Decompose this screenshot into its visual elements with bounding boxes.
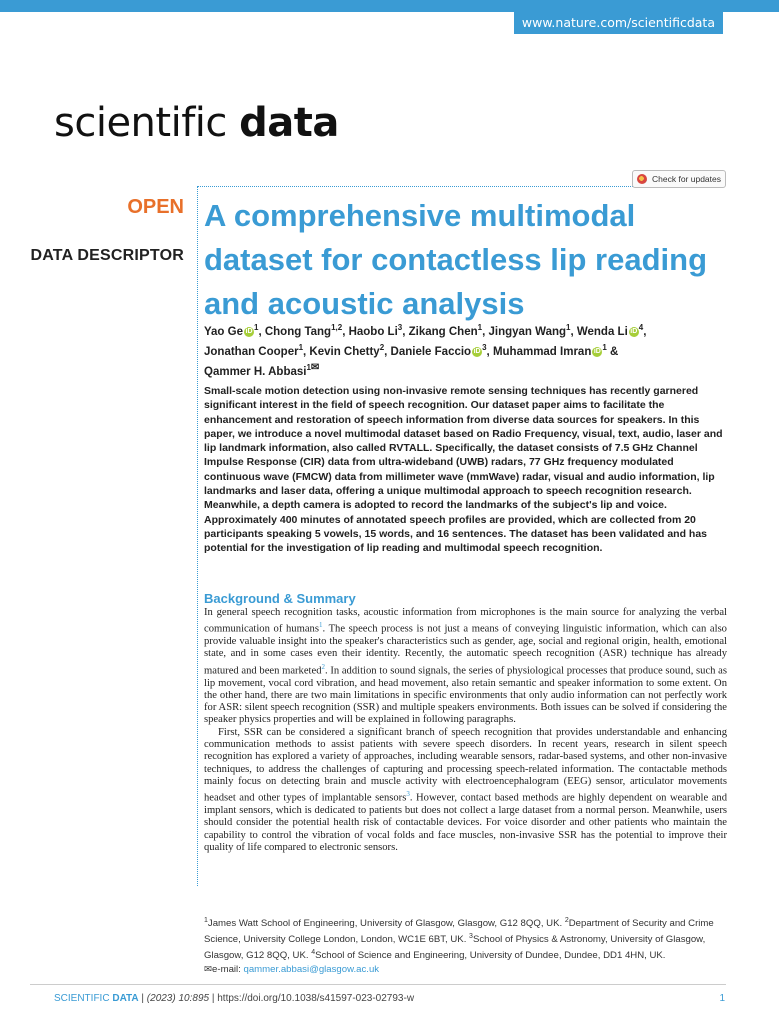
top-color-bar (0, 0, 779, 12)
affiliation-ref: 1 (477, 323, 483, 332)
affiliation-ref: 3 (482, 342, 487, 352)
open-access-badge: OPEN (127, 196, 184, 218)
abstract: Small-scale motion detection using non-invasive remote sensing techniques has recently garnered significant interest in the field of speech recognition. Our dataset paper aims to facilitate the enhancement and restoration of speech information from diverse data sources for speakers. In this paper, we introduce a novel multimodal dataset based on Radio Frequency, visual, text, audio, laser and lip landmark information, also called RVTALL. Specifically, the dataset consists of 7.5 GHz Channel Impulse Response (CIR) data from ultra-wideband (UWB) radars, 77 GHz frequency modulated continuous wave (FMCW) data from millimeter wave (mmWave) radar, visual and audio information, lip landmarks and laser data, offering a unique multimodal approach to speech recognition research. Meanwhile, a depth camera is adopted to record the landmarks of the subject's lip and voice. Approximately 400 minutes of annotated speech profiles are provided, which are collected from 20 participants speaking 5 vowels, 15 words, and 16 sentences. The dataset has been validated and has potential for the investigation of lip reading and multimodal speech recognition. (204, 385, 723, 555)
affiliations: $^1$James Watt School of Engineering, University of Glasgow, Glasgow, G12 8QQ, UK. $^2$Department of Security and Crime Science, University College London, London, WC1E 6BT, UK. $^3$School of Physics & Astronomy, University of Glasgow, Glasgow, G12 8QQ, UK. $^4$School of Science and Engineering, University of Dundee, Dundee, DD1 4HN, UK. ✉e-mail: qammer.abbasi@glasgow.ac.uk (204, 917, 714, 975)
citation-ref[interactable]: 1 (318, 621, 323, 630)
orcid-icon[interactable]: iD (473, 347, 481, 355)
affiliation-ref: 1 (254, 323, 259, 332)
author-list (204, 320, 724, 379)
affiliation-ref: 3 (397, 323, 403, 332)
author-separator: , (258, 325, 265, 338)
footer-rule (30, 984, 726, 985)
orcid-icon[interactable]: iD (630, 327, 638, 335)
check-updates-label: Check for updates (652, 174, 721, 184)
affiliation-ref: 2 (379, 342, 385, 352)
author-name[interactable]: Jonathan Cooper (204, 345, 299, 358)
article-title: A comprehensive multimodal dataset for contactless lip reading and acoustic analysis (204, 198, 708, 321)
author-separator: , (482, 325, 489, 338)
divider-vertical (197, 186, 198, 886)
email-link[interactable]: qammer.abbasi@glasgow.ac.uk (243, 963, 380, 975)
author-name[interactable]: Chong Tang (264, 325, 332, 338)
affiliation-ref: 1 (602, 342, 607, 352)
body-text (204, 607, 727, 854)
page-number: 1 (719, 993, 725, 1004)
author-name[interactable]: Muhammad Imran (492, 345, 592, 358)
paragraph-2: First, SSR can be considered a significant branch of speech recognition that provides understandable and enhancing communication methods to assist patients with severe speech disorders. In recent years, research in silent speech recognition has explored a variety of approaches, including wearable sensors, radar-based systems, and other non-invasive techniques, to address the challenges of capturing and processing speech-related information. The contactable methods mainly focus on detecting brain and muscle activity with electroencephalogram (EEG) sensor, articulator movements headset and other types of implantable sensors$^3$. However, contact based methods are highly dependent on wearable and implant sensors, which is dedicated to patients but does not collect a large dataset from a normal person. Meanwhile, users should consider the potential health risk of contactable devices. For voice disorder and other patients who maintain the capability to control the vibration of vocal folds and face muscles, non-invasive SSR has the potential to improve their quality of life compared to electronic sensors. (204, 726, 727, 853)
author-separator: , (486, 345, 493, 358)
author-name[interactable]: Daniele Faccio (390, 345, 472, 358)
affiliation-ref: 4 (638, 323, 644, 332)
orcid-icon[interactable]: iD (593, 347, 601, 355)
doi-link[interactable]: | https://doi.org/10.1038/s41597-023-02793-w (209, 993, 415, 1004)
section-heading-background: Background & Summary (204, 591, 356, 606)
affiliation-ref: 1,2 (331, 323, 343, 332)
affiliation-ref: 1 (566, 323, 571, 332)
author-name[interactable]: Jingyan Wang (488, 325, 567, 338)
affiliation-ref: 1 (298, 342, 304, 352)
crossmark-icon (637, 174, 647, 184)
author-name[interactable]: Wenda Li (576, 325, 628, 338)
author-separator: , (384, 345, 391, 358)
author-name[interactable]: Kevin Chetty (309, 345, 380, 358)
check-updates-button[interactable] (632, 170, 726, 188)
author-separator: , (303, 345, 310, 358)
author-name[interactable]: Haobo Li (348, 325, 398, 338)
journal-url[interactable]: www.nature.com/scientificdata (514, 12, 723, 34)
author-separator: , (570, 325, 577, 338)
mail-icon: ✉ (204, 963, 213, 975)
author-name[interactable]: Zikang Chen (408, 325, 478, 338)
affiliation-ref: 1 (306, 362, 311, 372)
author-separator: & (606, 345, 619, 358)
author-separator: , (643, 325, 647, 338)
article-type-label: DATA DESCRIPTOR (30, 247, 184, 264)
citation-ref[interactable]: 2 (321, 662, 325, 671)
author-separator: , (342, 325, 349, 338)
author-name[interactable]: Yao Ge (204, 325, 243, 338)
journal-logo: scientific data (54, 100, 339, 146)
author-separator: , (402, 325, 409, 338)
author-name[interactable]: Qammer H. Abbasi (204, 365, 307, 378)
citation-ref[interactable]: 3 (406, 790, 410, 799)
paragraph-1: In general speech recognition tasks, acoustic information from microphones is the main source for analyzing the verbal communication of humans$^1$. The speech process is not just a means of conveying linguistic information, which can also provide valuable insight into the speaker's characteristics such as gender, age, social and regional origin, health, emotional state, and in some cases even their identity. Recently, the automatic speech recognition (ASR) technique has already matured and been marketed$^2$. In addition to sound signals, the series of physiological processes that produce sound, such as lip movement, vocal cord vibration, and head movement, also retain semantic and speaker information to some extent. On the other hand, there are two main limitations in specific environments that only audio information can not perfectly work for ASR: silent speech recognition (SSR) and multiple speakers environments. Both issues can be solved if considering the speaker physics properties and will be explained in following paragraphs. (204, 607, 727, 726)
mail-icon[interactable]: ✉ (310, 361, 320, 373)
footer-citation: SCIENTIFIC DATA | (2023) 10:895 | https://doi.org/10.1038/s41597-023-02793-w (54, 993, 415, 1004)
orcid-icon[interactable]: iD (245, 327, 253, 335)
